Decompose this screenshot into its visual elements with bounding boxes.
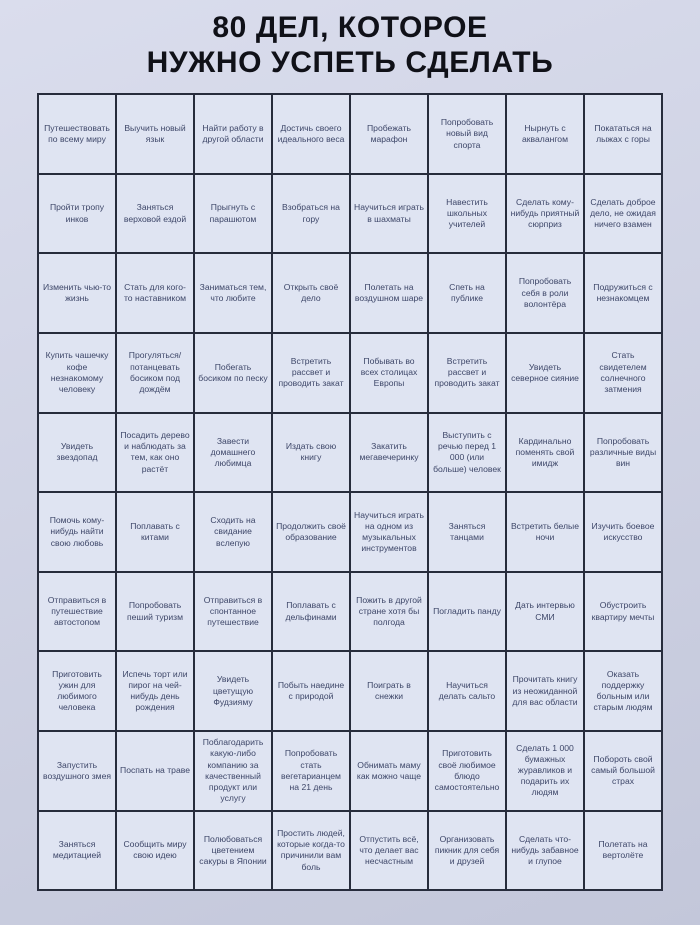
grid-cell: Поиграть в снежки: [350, 651, 428, 731]
grid-cell: Нырнуть с аквалангом: [506, 94, 584, 174]
grid-cell: Помочь кому-нибудь найти свою любовь: [38, 492, 116, 572]
grid-cell: Навестить школьных учителей: [428, 174, 506, 254]
grid-cell: Полетать на воздушном шаре: [350, 253, 428, 333]
grid-cell: Пройти тропу инков: [38, 174, 116, 254]
grid-cell: Попробовать стать вегетарианцем на 21 день: [272, 731, 350, 811]
grid-cell: Подружиться с незнакомцем: [584, 253, 662, 333]
grid-cell: Стать свидетелем солнечного затмения: [584, 333, 662, 413]
grid-cell: Изучить боевое искусство: [584, 492, 662, 572]
grid-cell: Увидеть цветущую Фудзияму: [194, 651, 272, 731]
grid-cell: Заниматься тем, что любите: [194, 253, 272, 333]
grid-cell: Кардинально поменять свой имидж: [506, 413, 584, 493]
grid-cell: Научиться делать сальто: [428, 651, 506, 731]
grid-cell: Поплавать с дельфинами: [272, 572, 350, 652]
grid-cell: Прыгнуть с парашютом: [194, 174, 272, 254]
grid-cell: Сообщить миру свою идею: [116, 811, 194, 891]
grid-cell: Встретить белые ночи: [506, 492, 584, 572]
grid-cell: Издать свою книгу: [272, 413, 350, 493]
grid-cell: Открыть своё дело: [272, 253, 350, 333]
grid-cell: Попробовать различные виды вин: [584, 413, 662, 493]
grid-cell: Увидеть северное сияние: [506, 333, 584, 413]
grid-cell: Сходить на свидание вслепую: [194, 492, 272, 572]
grid-cell: Увидеть звездопад: [38, 413, 116, 493]
grid-cell: Полюбоваться цветением сакуры в Японии: [194, 811, 272, 891]
grid-cell: Побыть наедине с природой: [272, 651, 350, 731]
grid-cell: Выучить новый язык: [116, 94, 194, 174]
grid-cell: Заняться медитацией: [38, 811, 116, 891]
grid-cell: Посадить дерево и наблюдать за тем, как оно растёт: [116, 413, 194, 493]
grid-cell: Побегать босиком по песку: [194, 333, 272, 413]
grid-cell: Погладить панду: [428, 572, 506, 652]
grid-cell: Найти работу в другой области: [194, 94, 272, 174]
grid-cell: Полетать на вертолёте: [584, 811, 662, 891]
grid-cell: Встретить рассвет и проводить закат: [272, 333, 350, 413]
grid-cell: Научиться играть на одном из музыкальных инструментов: [350, 492, 428, 572]
grid-cell: Запустить воздушного змея: [38, 731, 116, 811]
grid-cell: Обнимать маму как можно чаще: [350, 731, 428, 811]
grid-cell: Изменить чью-то жизнь: [38, 253, 116, 333]
grid-cell: Дать интервью СМИ: [506, 572, 584, 652]
grid-cell: Путешествовать по всему миру: [38, 94, 116, 174]
grid-cell: Заняться верховой ездой: [116, 174, 194, 254]
grid-cell: Простить людей, которые когда-то причинили вам боль: [272, 811, 350, 891]
grid-cell: Поспать на траве: [116, 731, 194, 811]
grid-cell: Встретить рассвет и проводить закат: [428, 333, 506, 413]
grid-cell: Сделать что-нибудь забавное и глупое: [506, 811, 584, 891]
todo-grid: [37, 93, 663, 891]
grid-cell: Пробежать марафон: [350, 94, 428, 174]
grid-cell: Побороть свой самый большой страх: [584, 731, 662, 811]
grid-cell: Сделать 1 000 бумажных журавликов и подарить их людям: [506, 731, 584, 811]
grid-cell: Прогуляться/ потанцевать босиком под дождём: [116, 333, 194, 413]
poster-title-line2: НУЖНО УСПЕТЬ СДЕЛАТЬ: [146, 46, 554, 80]
grid-cell: Попробовать себя в роли волонтёра: [506, 253, 584, 333]
grid-cell: Сделать доброе дело, не ожидая ничего взамен: [584, 174, 662, 254]
grid-cell: Продолжить своё образование: [272, 492, 350, 572]
grid-cell: Испечь торт или пирог на чей-нибудь день рождения: [116, 651, 194, 731]
grid-cell: Поплавать с китами: [116, 492, 194, 572]
grid-cell: Заняться танцами: [428, 492, 506, 572]
grid-cell: Пожить в другой стране хотя бы полгода: [350, 572, 428, 652]
grid-cell: Поблагодарить какую-либо компанию за качественный продукт или услугу: [194, 731, 272, 811]
grid-cell: Приготовить ужин для любимого человека: [38, 651, 116, 731]
grid-cell: Попробовать новый вид спорта: [428, 94, 506, 174]
grid-cell: Отпустить всё, что делает вас несчастным: [350, 811, 428, 891]
grid-cell: Отправиться в путешествие автостопом: [38, 572, 116, 652]
grid-cell: Купить чашечку кофе незнакомому человеку: [38, 333, 116, 413]
grid-cell: Организовать пикник для себя и друзей: [428, 811, 506, 891]
grid-cell: Прочитать книгу из неожиданной для вас области: [506, 651, 584, 731]
grid-cell: Отправиться в спонтанное путешествие: [194, 572, 272, 652]
grid-cell: Достичь своего идеального веса: [272, 94, 350, 174]
grid-cell: Попробовать пеший туризм: [116, 572, 194, 652]
grid-cell: Покататься на лыжах с горы: [584, 94, 662, 174]
grid-cell: Приготовить своё любимое блюдо самостоятельно: [428, 731, 506, 811]
grid-cell: Оказать поддержку больным или старым людям: [584, 651, 662, 731]
grid-cell: Стать для кого-то наставником: [116, 253, 194, 333]
grid-cell: Выступить с речью перед 1 000 (или больше) человек: [428, 413, 506, 493]
grid-cell: Научиться играть в шахматы: [350, 174, 428, 254]
grid-cell: Сделать кому-нибудь приятный сюрприз: [506, 174, 584, 254]
grid-cell: Взобраться на гору: [272, 174, 350, 254]
grid-cell: Обустроить квартиру мечты: [584, 572, 662, 652]
grid-cell: Побывать во всех столицах Европы: [350, 333, 428, 413]
grid-cell: Завести домашнего любимца: [194, 413, 272, 493]
grid-cell: Закатить мегавечеринку: [350, 413, 428, 493]
grid-cell: Спеть на публике: [428, 253, 506, 333]
poster-title-line1: 80 ДЕЛ, КОТОРОЕ: [212, 11, 488, 44]
poster-title: [0, 10, 700, 80]
